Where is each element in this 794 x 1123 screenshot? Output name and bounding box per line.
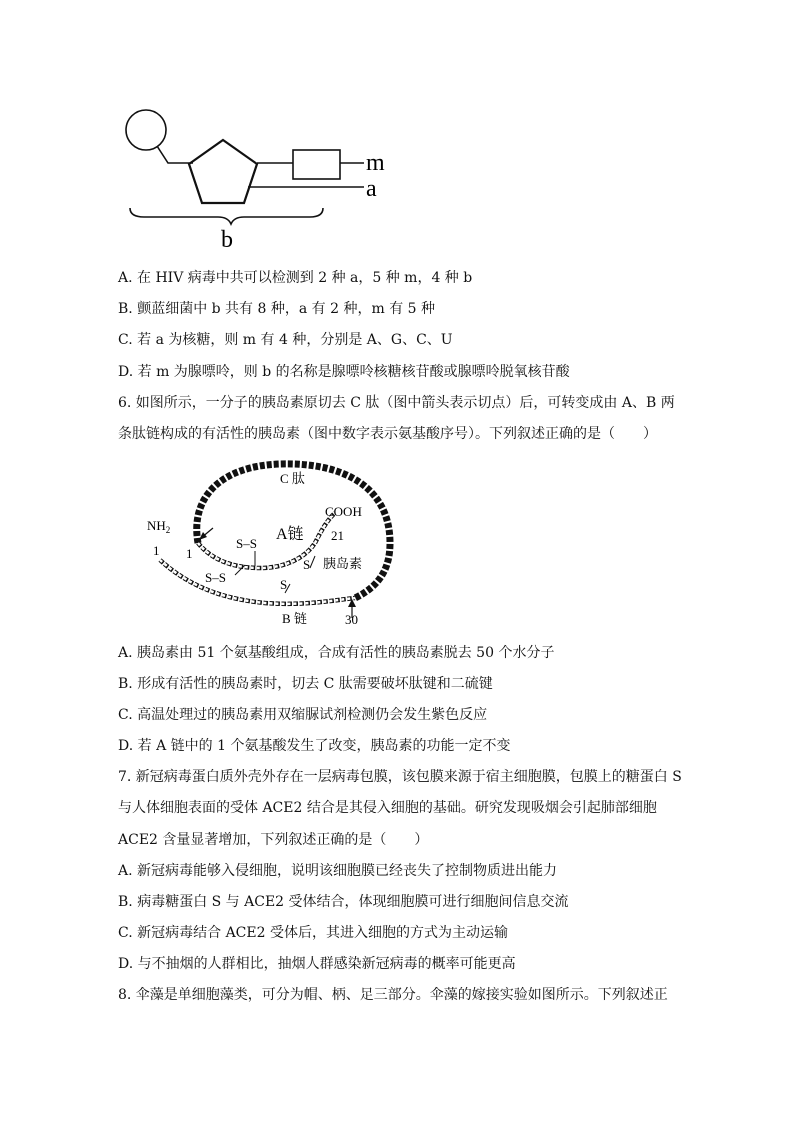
base-rectangle [293,150,340,179]
q7-stem-line-1: 7. 新冠病毒蛋白质外壳外存在一层病毒包膜，该包膜来源于宿主细胞膜，包膜上的糖蛋白 S [118,769,682,785]
label-a-chain: A链 [276,526,304,543]
label-s-right: S [303,557,311,572]
disulfide-link-4 [310,556,315,568]
q5-option-b: B. 颤蓝细菌中 b 共有 8 种，a 有 2 种，m 有 5 种 [118,301,435,317]
q6-option-a: A. 胰岛素由 51 个氨基酸组成，合成有活性的胰岛素脱去 50 个水分子 [118,645,555,661]
label-a: a [366,176,377,202]
phosphate-circle [126,110,166,150]
q6-option-c: C. 高温处理过的胰岛素用双缩脲试剂检测仍会发生紫色反应 [118,707,488,723]
label-a-chain-start: 1 [186,546,193,561]
label-c-peptide: C 肽 [280,471,305,486]
phosphate-link [157,146,193,163]
q5-option-a: A. 在 HIV 病毒中共可以检测到 2 种 a，5 种 m，4 种 b [118,270,473,286]
label-ss-upper: S–S [236,536,257,551]
label-b-chain-start: 1 [153,543,160,558]
nucleotide-structure-figure [110,100,410,255]
label-b: b [221,227,233,253]
q6-stem-line-2: 条肽链构成的有活性的胰岛素（图中数字表示氨基酸序号）。下列叙述正确的是（ ） [118,426,657,442]
q7-stem-line-3: ACE2 含量显著增加，下列叙述正确的是（ ） [118,832,429,848]
q5-option-c: C. 若 a 为核糖，则 m 有 4 种，分别是 A、G、C、U [118,332,453,348]
pentose-pentagon [189,140,257,203]
q5-option-d: D. 若 m 为腺嘌呤，则 b 的名称是腺嘌呤核糖核苷酸或腺嘌呤脱氧核苷酸 [118,364,570,380]
q6-stem-line-1: 6. 如图所示，一分子的胰岛素原切去 C 肽（图中箭头表示切点）后，可转变成由 A、B 两 [118,395,675,411]
label-30: 30 [345,612,358,627]
q6-option-b: B. 形成有活性的胰岛素时，切去 C 肽需要破坏肽键和二硫键 [118,676,493,692]
q7-option-d: D. 与不抽烟的人群相比，抽烟人群感染新冠病毒的概率可能更高 [118,956,516,972]
q7-option-b: B. 病毒糖蛋白 S 与 ACE2 受体结合，体现细胞膜可进行细胞间信息交流 [118,894,569,910]
label-m: m [366,150,385,176]
label-nh2: $NH_2$ [147,518,171,535]
label-s-left: S [280,577,288,592]
label-21: 21 [331,528,344,543]
q7-option-a: A. 新冠病毒能够入侵细胞，说明该细胞膜已经丧失了控制物质进出能力 [118,863,558,879]
q8-stem-line-1: 8. 伞藻是单细胞藻类，可分为帽、柄、足三部分。伞藻的嫁接实验如图所示。下列叙述正 [118,987,668,1003]
label-ss-lower: S–S [205,570,226,585]
label-b-chain: B 链 [282,611,307,626]
proinsulin-figure [135,458,415,633]
label-insulin: 胰岛素 [323,556,363,571]
q7-stem-line-2: 与人体细胞表面的受体 ACE2 结合是其侵入细胞的基础。研究发现吸烟会引起肺部细胞 [118,800,657,816]
b-brace [130,208,323,224]
q7-option-c: C. 新冠病毒结合 ACE2 受体后，其进入细胞的方式为主动运输 [118,925,508,941]
label-cooh: COOH [325,504,362,519]
q6-option-d: D. 若 A 链中的 1 个氨基酸发生了改变，胰岛素的功能一定不变 [118,738,511,754]
